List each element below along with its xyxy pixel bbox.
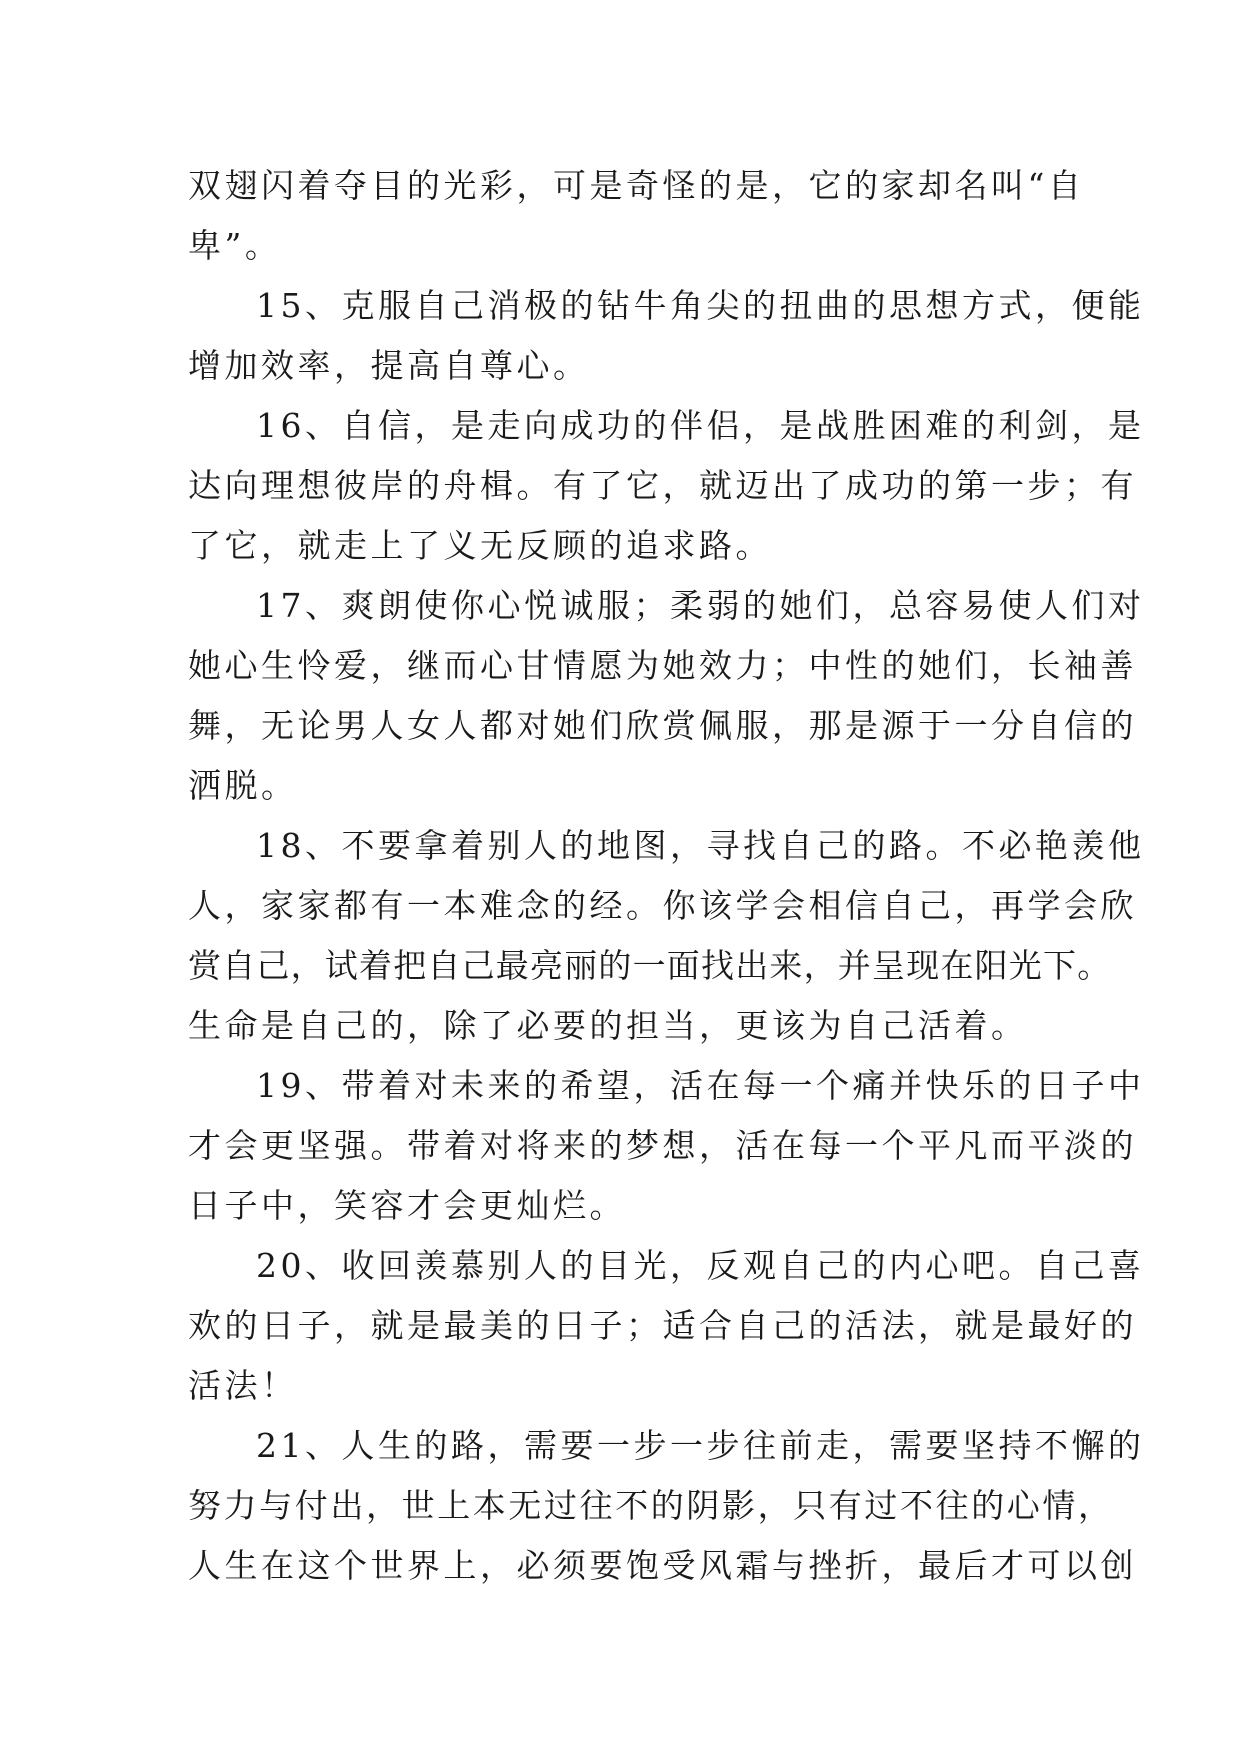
text-line: 努力与付出，世上本无过往不的阴影，只有过不往的心情，: [188, 1486, 1114, 1525]
paragraph-16: [188, 396, 1145, 576]
text-line: 19、带着对未来的希望，活在每一个痛并快乐的日子中: [256, 1066, 1145, 1105]
text-line: 才会更坚强。带着对将来的梦想，活在每一个平凡而平淡的: [188, 1126, 1137, 1165]
text-line: 日子中，笑容才会更灿烂。: [188, 1186, 626, 1225]
text-line: 她心生怜爱，继而心甘情愿为她效力；中性的她们，长袖善: [188, 646, 1137, 685]
paragraph-continuation: [188, 156, 1085, 276]
text-line: 15、克服自己消极的钻牛角尖的扭曲的思想方式，便能: [256, 286, 1145, 325]
paragraph-20: [188, 1236, 1145, 1416]
text-line: 18、不要拿着别人的地图，寻找自己的路。不必艳羡他: [256, 826, 1145, 865]
text-line: 赏自己，试着把自己最亮丽的一面找出来，并呈现在阳光下。: [188, 946, 1112, 985]
text-line: 活法！: [188, 1366, 298, 1405]
text-line: 增加效率，提高自尊心。: [188, 346, 590, 385]
text-line: 舞，无论男人女人都对她们欣赏佩服，那是源于一分自信的: [188, 706, 1137, 745]
text-line: 16、自信，是走向成功的伴侣，是战胜困难的利剑，是: [256, 406, 1145, 445]
document-body: [188, 156, 1145, 1596]
text-line: 双翅闪着夺目的光彩，可是奇怪的是，它的家却名叫“自: [188, 166, 1085, 205]
text-line: 17、爽朗使你心悦诚服；柔弱的她们，总容易使人们对: [256, 586, 1145, 625]
text-line: 20、收回羡慕别人的目光，反观自己的内心吧。自己喜: [256, 1246, 1145, 1285]
text-line: 人生在这个世界上，必须要饱受风霜与挫折，最后才可以创: [188, 1546, 1137, 1585]
text-line: 了它，就走上了义无反顾的追求路。: [188, 526, 772, 565]
text-line: 人，家家都有一本难念的经。你该学会相信自己，再学会欣: [188, 886, 1137, 925]
paragraph-21: [188, 1416, 1145, 1596]
paragraph-19: [188, 1056, 1145, 1236]
text-line: 卑”。: [188, 226, 282, 265]
text-line: 达向理想彼岸的舟楫。有了它，就迈出了成功的第一步；有: [188, 466, 1137, 505]
text-line: 洒脱。: [188, 766, 298, 805]
text-line: 21、人生的路，需要一步一步往前走，需要坚持不懈的: [256, 1426, 1145, 1465]
paragraph-17: [188, 576, 1145, 816]
paragraph-18: [188, 816, 1145, 1056]
text-line: 欢的日子，就是最美的日子；适合自己的活法，就是最好的: [188, 1306, 1137, 1345]
paragraph-15: [188, 276, 1145, 396]
text-line: 生命是自己的，除了必要的担当，更该为自己活着。: [188, 1006, 1028, 1045]
